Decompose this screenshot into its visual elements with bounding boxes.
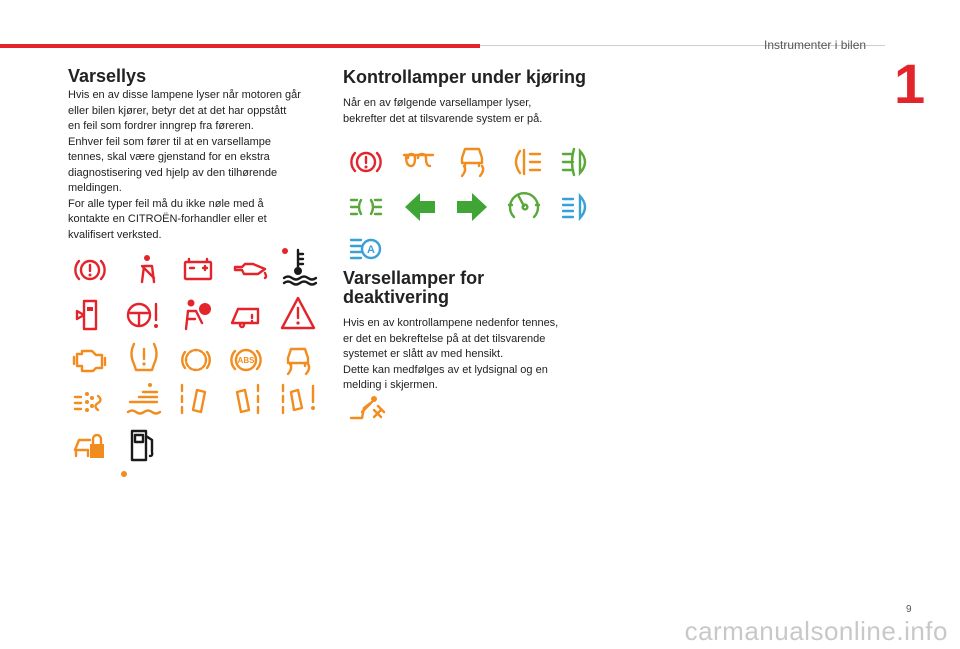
front-fog-icon: [560, 144, 596, 180]
battery-icon: [180, 252, 216, 288]
blind-spot-icon: [228, 382, 264, 418]
traction-control-icon: [280, 340, 316, 376]
brake-warning-icon: [72, 252, 108, 288]
low-fuel-icon: [122, 426, 158, 462]
page-number: 9: [906, 604, 912, 615]
vehicle-lock-icon: [72, 428, 108, 464]
door-open-icon: [72, 297, 108, 333]
park-assist-icon: [280, 382, 316, 418]
parking-brake-icon: [348, 144, 384, 180]
auto-beam-icon: [348, 232, 384, 268]
section-title-deactivation: Varsellamper for deaktivering: [343, 268, 485, 307]
power-steering-icon: [124, 297, 160, 333]
turn-left-icon: [402, 189, 438, 225]
airbag-off-icon: [348, 390, 384, 426]
seatbelt-icon: [130, 252, 166, 288]
svg-text:ABS: ABS: [237, 356, 255, 365]
indicator-lights-section: [343, 68, 593, 127]
warning-lights-body: Hvis en av disse lampene lyser når motoren går eller bilen kjører, betyr det at det har oppstått en feil som fordrer inngrep fra føreren. Enhver feil som fører til at en varsellampe tennes, skal være gjenstand for en ekstra diagnostisering ved hjelp av den tilhørende meldingen. For alle typer feil må du ikke nøle med å kontakte en CITROËN-forhandler eller et kvalifisert verksted.: [68, 89, 301, 241]
dipped-beam-icon: [560, 189, 596, 225]
trailer-icon: [228, 297, 264, 333]
tyre-pressure-icon: [126, 340, 162, 376]
airbag-icon: [178, 297, 214, 333]
low-fuel-dot-icon: [120, 465, 128, 473]
cruise-control-icon: [506, 187, 542, 223]
warning-lights-section: [68, 67, 330, 243]
indicator-lights-body: Når en av følgende varsellamper lyser, bekrefter det at tilsvarende system er på.: [343, 97, 543, 125]
sidelights-icon: [348, 189, 384, 225]
watermark: carmanualsonline.info: [684, 616, 948, 646]
glow-plug-icon: [400, 144, 436, 180]
coolant-temp-icon: [282, 248, 318, 284]
adblue-icon: [126, 382, 162, 418]
header-accent-bar: [0, 44, 480, 48]
section-label: Instrumenter i bilen: [764, 38, 867, 52]
engine-check-icon: [72, 342, 108, 378]
section-title-warning-lights: Varsellys: [68, 66, 147, 86]
hazard-triangle-icon: [280, 295, 316, 331]
lane-departure-icon: [178, 382, 214, 418]
rear-fog-icon: [508, 144, 544, 180]
oil-pressure-icon: [232, 252, 268, 288]
section-title-indicator-lights: Kontrollamper under kjøring: [343, 67, 587, 87]
diesel-filter-icon: [72, 384, 108, 420]
deactivation-body: Hvis en av kontrollampene nedenfor tennes, er det en bekreftelse på at det tilsvarende systemet er slått av med hensikt. Dette kan medfølges av et lydsignal og en melding i skjermen.: [343, 317, 559, 391]
svg-text:A: A: [367, 244, 375, 256]
chapter-number: 1: [894, 52, 926, 115]
abs-icon: [228, 342, 264, 378]
stability-off-icon: [454, 142, 490, 178]
deactivation-section: [343, 269, 593, 394]
brake-pad-icon: [178, 342, 214, 378]
turn-right-icon: [454, 189, 490, 225]
